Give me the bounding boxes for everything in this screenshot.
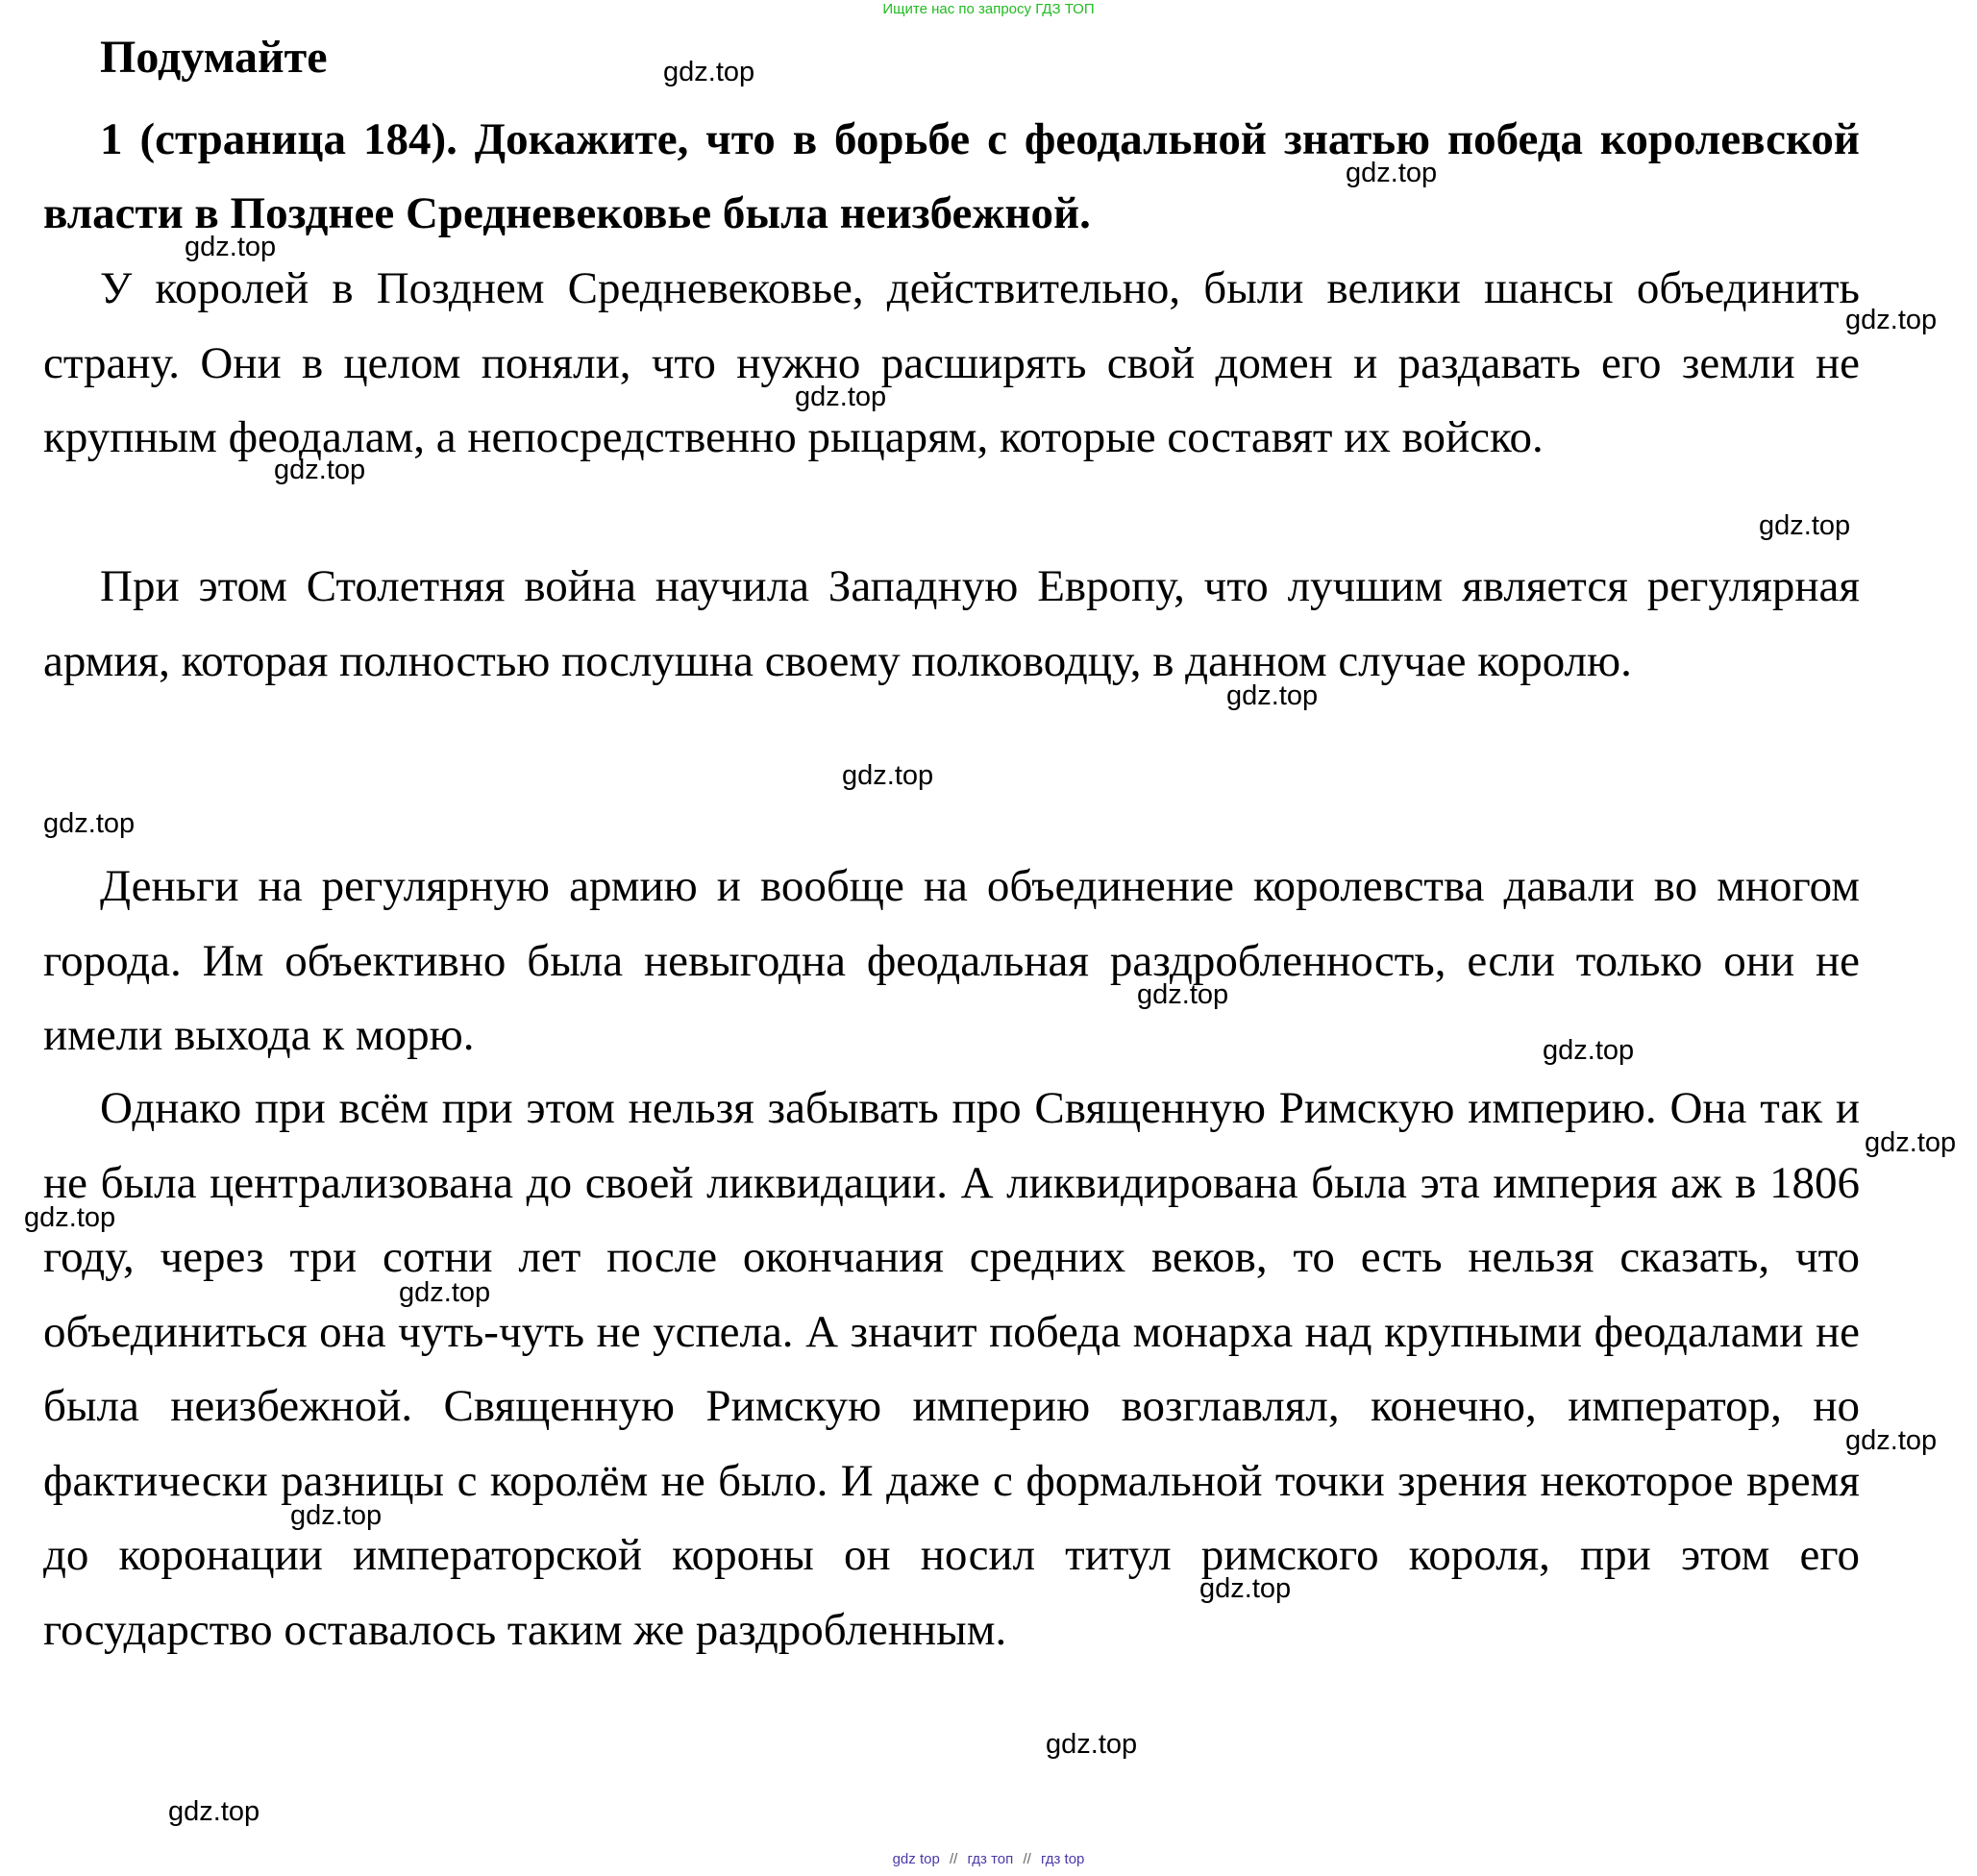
watermark: gdz.top <box>1759 510 1851 541</box>
watermark: gdz.top <box>399 1277 491 1308</box>
answer-paragraph-1: У королей в Позднем Средневековье, действительно, были велики шансы объединить страну. Они в целом поняли, что нужно расширять свой домен и раздавать его земли не крупным феодалам, а непосредственно рыцарям, которые составят их войско. <box>43 263 1860 462</box>
watermark: gdz.top <box>1845 305 1938 335</box>
footer-separator: // <box>949 1851 958 1867</box>
watermark: gdz.top <box>185 232 277 262</box>
watermark: gdz.top <box>290 1500 383 1531</box>
watermark: gdz.top <box>1845 1425 1938 1456</box>
answer-paragraph-4: Однако при всём при этом нельзя забывать про Священную Римскую империю. Она так и не была централизована до своей ликвидации. А ликвидирована была эта империя аж в 1806 году, через три сотни лет после окончания средних веков, то есть нельзя сказать, что объединиться она чуть-чуть не успела. А значит победа монарха над крупными феодалами не была неизбежной. Священную Римскую империю возглавлял, конечно, император, но фактически разницы с королём не было. И даже с формальной точки зрения некоторое время до коронации императорской короны он носил титул римского короля, при этом его государство оставалось таким же раздробленным. <box>43 1083 1860 1655</box>
watermark: gdz.top <box>1046 1729 1138 1760</box>
footer-link[interactable]: гдз top <box>1040 1851 1085 1867</box>
footer-separator: // <box>1023 1851 1031 1867</box>
watermark: gdz.top <box>1226 680 1319 711</box>
watermark: gdz.top <box>168 1796 260 1827</box>
watermark: gdz.top <box>842 760 934 791</box>
section-title: Подумайте <box>100 32 328 83</box>
footer-link[interactable]: гдз топ <box>967 1851 1014 1867</box>
watermark: gdz.top <box>795 382 887 412</box>
watermark: gdz.top <box>24 1202 116 1233</box>
search-banner[interactable]: Ищите нас по запросу ГДЗ ТОП <box>882 1 1095 17</box>
watermark: gdz.top <box>1865 1127 1957 1158</box>
watermark: gdz.top <box>1543 1035 1635 1066</box>
answer-paragraph-2: При этом Столетняя война научила Западную Европу, что лучшим является регулярная армия, которая полностью послушна своему полководцу, в данном случае королю. <box>43 561 1860 686</box>
watermark: gdz.top <box>1137 979 1229 1010</box>
watermark: gdz.top <box>274 455 366 485</box>
watermark: gdz.top <box>43 808 136 839</box>
watermark: gdz.top <box>1346 158 1438 188</box>
question-heading: 1 (страница 184). Докажите, что в борьбе с феодальной знатью победа королевской власти в Позднее Средневековье была неизбежной. <box>43 114 1860 238</box>
watermark: gdz.top <box>663 57 755 87</box>
footer-link[interactable]: gdz top <box>892 1851 940 1867</box>
footer-links <box>0 1850 1977 1869</box>
answer-paragraph-3: Деньги на регулярную армию и вообще на объединение королевства давали во многом города. Им объективно была невыгодна феодальная раздробленность, если только они не имели выхода к морю. <box>43 861 1860 1060</box>
watermark: gdz.top <box>1199 1573 1292 1604</box>
